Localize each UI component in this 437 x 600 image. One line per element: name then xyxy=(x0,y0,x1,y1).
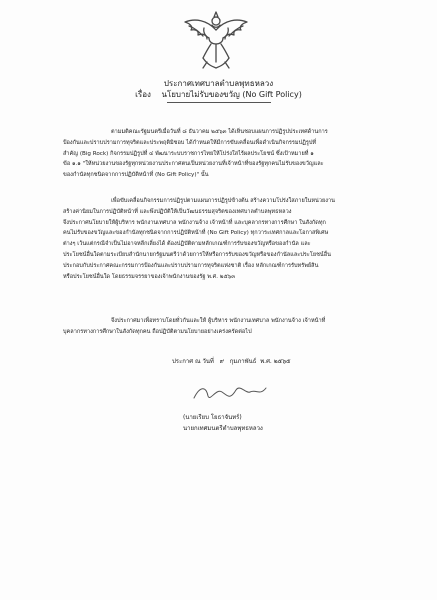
paragraph-line: สำคัญ (Big Rock) กิจกรรมปฏิรูปที่ ๔ พัฒนาระบบราชการไทยให้โปร่งใสไร้ผลประโยชน์ ซึ่งเป้าหมายที่ ๑ xyxy=(63,150,314,157)
paragraph-line: บุคลากรทางการศึกษาในสังกัดทุกคน ถือปฏิบัติตามนโยบายอย่างเคร่งครัดต่อไป xyxy=(63,328,252,335)
paragraph-line: จึงประกาศมาเพื่อทราบโดยทั่วกันและให้ ผู้บริหาร พนักงานเทศบาล พนักงานจ้าง เจ้าหน้าที่ xyxy=(111,318,326,324)
paragraph-2 xyxy=(63,196,403,282)
subject-line xyxy=(0,90,437,100)
paragraph-line: ประโยชน์อื่นใดตามระเบียบสำนักนายกรัฐมนตรีว่าด้วยการให้หรือการรับของขวัญหรือของกำนัลและประโยชน์อื่น xyxy=(63,251,331,258)
paragraph-line: คนไม่รับของขวัญและของกำนัลทุกชนิดจากการปฏิบัติหน้าที่ (No Gift Policy) ทุกวาระเทศกาลและโอกาสพิเศษ xyxy=(63,230,329,237)
org-title: ประกาศเทศบาลตำบลพุทธหลวง xyxy=(163,79,274,88)
paragraph-1 xyxy=(63,127,403,181)
garuda-emblem-icon xyxy=(181,8,251,72)
signature-icon xyxy=(190,380,270,406)
paragraph-line: หรือประโยชน์อื่นใด โดยธรรมจรรยาของเจ้าพนักงานของรัฐ พ.ศ. ๒๕๖๓ xyxy=(63,273,236,280)
paragraph-3 xyxy=(63,316,403,338)
paragraph-line: ข้อ ๑.๑ "ให้หน่วยงานของรัฐทุกหน่วยงานประกาศตนเป็นหน่วยงานที่เจ้าหน้าที่ของรัฐทุกคนไม่รับของขวัญและ xyxy=(63,161,324,168)
paragraph-line: ประกอบกับประกาศคณะกรรมการป้องกันและปราบปรามการทุจริตแห่งชาติ เรื่อง หลักเกณฑ์การรับทรัพย์สิน xyxy=(63,262,319,269)
signer-name: (นายเรียบ โยธาจันทร์) xyxy=(183,414,242,421)
paragraph-line: ตามมติคณะรัฐมนตรีเมื่อวันที่ ๘ ธันวาคม ๒๕๖๓ ได้เห็นชอบแผนการปฏิรูปประเทศด้านการ xyxy=(111,129,328,135)
subject-text: นโยบายไม่รับของขวัญ xyxy=(161,90,240,99)
paragraph-line: เพื่อขับเคลื่อนกิจกรรมการปฏิรูปตามแผนการปฏิรูปข้างต้น สร้างความโปร่งใสภายในหน่วยงาน xyxy=(111,198,335,204)
date-year-prefix: พ.ศ. xyxy=(260,358,272,365)
signer-position: นายกเทศมนตรีตำบลพุทธหลวง xyxy=(183,425,263,432)
date-month: กุมภาพันธ์ xyxy=(229,358,257,365)
paragraph-line: ต่างๆ เว้นแต่กรณีจำเป็นไม่อาจหลีกเลี่ยงได้ ต้องปฏิบัติตามหลักเกณฑ์การรับของขวัญหรือของกำนัล และ xyxy=(63,241,311,248)
date-prefix: ประกาศ ณ วันที่ xyxy=(172,358,214,365)
date-year: ๒๕๖๕ xyxy=(273,358,291,365)
date-day: ๙ xyxy=(219,358,225,365)
paragraph-line: จึงประกาศนโยบายให้ผู้บริหาร พนักงานเทศบาล พนักงานจ้าง เจ้าหน้าที่ และบุคลากรทางการศึกษา ในสังกัดทุก xyxy=(63,219,326,226)
subject-prefix: เรื่อง xyxy=(135,90,151,99)
announcement-date xyxy=(172,356,291,366)
subject-english: (No Gift Policy) xyxy=(242,90,302,99)
title-divider xyxy=(167,102,271,103)
paragraph-line: สร้างค่านิยมในการปฏิบัติหน้าที่ และพึงปฏิบัติให้เป็นวัฒนธรรมสุจริตของเทศบาลตำบลพุทธหลวง xyxy=(63,208,292,215)
paragraph-line: ของกำนัลทุกชนิดจากการปฏิบัติหน้าที่ (No Gift Policy)" นั้น xyxy=(63,172,209,179)
paragraph-line: ป้องกันและปราบปรามการทุจริตและประพฤติมิชอบ ได้กำหนดให้มีการขับเคลื่อนเพื่อดำเนินกิจกรรมปฏิรูปที่ xyxy=(63,139,317,146)
